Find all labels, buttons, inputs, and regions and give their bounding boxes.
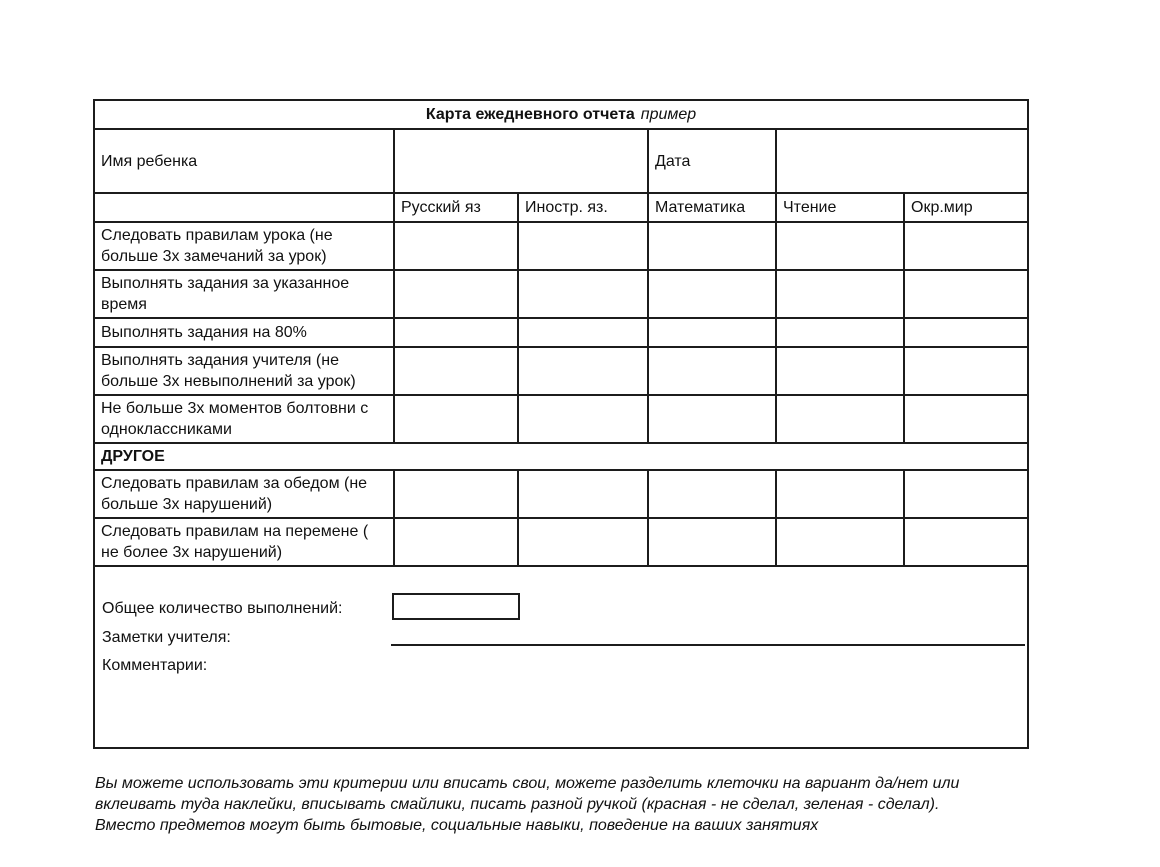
- criteria-header-empty-cell: [94, 193, 394, 222]
- table-title-note: пример: [640, 106, 697, 123]
- score-cell[interactable]: [648, 470, 776, 518]
- score-cell[interactable]: [394, 518, 518, 566]
- score-cell[interactable]: [648, 518, 776, 566]
- score-cell[interactable]: [518, 518, 648, 566]
- subject-header-russian: Русский яз: [394, 193, 518, 222]
- criterion-row: [94, 470, 1028, 518]
- daily-report-table: [93, 99, 1029, 749]
- score-cell[interactable]: [518, 318, 648, 347]
- criterion-label: Не больше 3х моментов болтовни с одноклассниками: [94, 395, 394, 443]
- score-cell[interactable]: [904, 222, 1028, 270]
- score-cell[interactable]: [394, 270, 518, 318]
- score-cell[interactable]: [518, 270, 648, 318]
- criterion-row: [94, 347, 1028, 395]
- subjects-header-row: [94, 193, 1028, 222]
- total-count-field[interactable]: [392, 593, 520, 620]
- score-cell[interactable]: [904, 318, 1028, 347]
- criterion-label: Следовать правилам за обедом (не больше 3х нарушений): [94, 470, 394, 518]
- score-cell[interactable]: [518, 395, 648, 443]
- subject-header-world: Окр.мир: [904, 193, 1028, 222]
- summary-block: [95, 567, 1027, 747]
- score-cell[interactable]: [776, 318, 904, 347]
- summary-row: [94, 566, 1028, 748]
- subject-header-math: Математика: [648, 193, 776, 222]
- child-name-label: Имя ребенка: [94, 129, 394, 193]
- score-cell[interactable]: [648, 270, 776, 318]
- score-cell[interactable]: [394, 222, 518, 270]
- score-cell[interactable]: [776, 347, 904, 395]
- criterion-label: Выполнять задания учителя (не больше 3х невыполнений за урок): [94, 347, 394, 395]
- score-cell[interactable]: [904, 395, 1028, 443]
- criterion-row: [94, 518, 1028, 566]
- child-name-field[interactable]: [394, 129, 648, 193]
- score-cell[interactable]: [518, 347, 648, 395]
- title-row: [94, 100, 1028, 129]
- criterion-row: [94, 318, 1028, 347]
- teacher-notes-line[interactable]: [391, 644, 1025, 646]
- score-cell[interactable]: [394, 347, 518, 395]
- footer-note-line: Вы можете использовать эти критерии или вписать свои, можете разделить клеточки на вариант да/нет или: [95, 775, 960, 792]
- table-title-text: Карта ежедневного отчета: [425, 106, 635, 123]
- score-cell[interactable]: [776, 470, 904, 518]
- criterion-row: [94, 222, 1028, 270]
- name-date-row: [94, 129, 1028, 193]
- criterion-label: Следовать правилам на перемене ( не более 3х нарушений): [94, 518, 394, 566]
- score-cell[interactable]: [394, 395, 518, 443]
- teacher-notes-label: Заметки учителя:: [102, 629, 231, 646]
- footer-note-line: вклеивать туда наклейки, вписывать смайлики, писать разной ручкой (красная - не сделал, зеленая - сделал).: [95, 796, 940, 813]
- score-cell[interactable]: [518, 222, 648, 270]
- criterion-label: Выполнять задания на 80%: [94, 318, 394, 347]
- score-cell[interactable]: [904, 347, 1028, 395]
- score-cell[interactable]: [904, 518, 1028, 566]
- score-cell[interactable]: [648, 395, 776, 443]
- table-title: [94, 100, 1028, 129]
- score-cell[interactable]: [904, 470, 1028, 518]
- score-cell[interactable]: [776, 222, 904, 270]
- other-section-row: [94, 443, 1028, 470]
- footer-note: [95, 773, 1035, 836]
- score-cell[interactable]: [394, 470, 518, 518]
- score-cell[interactable]: [776, 518, 904, 566]
- date-field[interactable]: [776, 129, 1028, 193]
- criterion-label: Следовать правилам урока (не больше 3х замечаний за урок): [94, 222, 394, 270]
- total-count-label: Общее количество выполнений:: [102, 600, 343, 617]
- subject-header-reading: Чтение: [776, 193, 904, 222]
- score-cell[interactable]: [776, 395, 904, 443]
- criterion-label: Выполнять задания за указанное время: [94, 270, 394, 318]
- score-cell[interactable]: [518, 470, 648, 518]
- other-section-label: ДРУГОЕ: [94, 443, 1028, 470]
- comments-label: Комментарии:: [102, 657, 208, 674]
- score-cell[interactable]: [648, 222, 776, 270]
- score-cell[interactable]: [648, 347, 776, 395]
- score-cell[interactable]: [904, 270, 1028, 318]
- footer-note-line: Вместо предметов могут быть бытовые, социальные навыки, поведение на ваших занятиях: [95, 817, 819, 834]
- criterion-row: [94, 395, 1028, 443]
- score-cell[interactable]: [394, 318, 518, 347]
- criterion-row: [94, 270, 1028, 318]
- score-cell[interactable]: [776, 270, 904, 318]
- subject-header-foreign: Иностр. яз.: [518, 193, 648, 222]
- score-cell[interactable]: [648, 318, 776, 347]
- date-label: Дата: [648, 129, 776, 193]
